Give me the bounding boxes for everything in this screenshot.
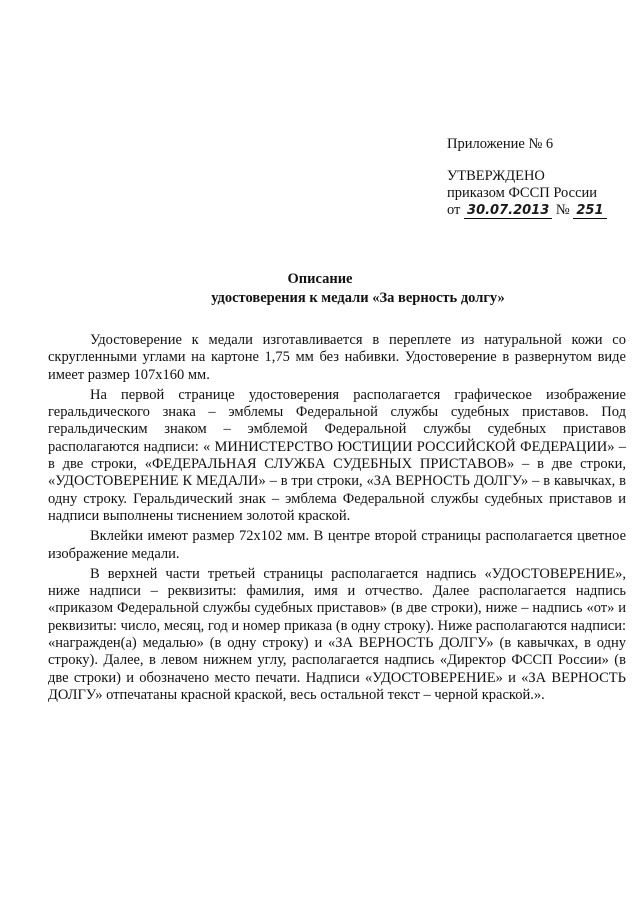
document-body bbox=[48, 332, 626, 704]
approved-label: УТВЕРЖДЕНО bbox=[447, 168, 545, 184]
order-line: приказом ФССП России bbox=[447, 185, 598, 201]
handwritten-number: 251 bbox=[573, 204, 606, 219]
paragraph: В верхней части третьей страницы располагается надпись «УДОСТОВЕРЕНИЕ», ниже надписи – реквизиты: фамилия, имя и отчество. Далее располагается надпись «приказом Федеральной службы судебных приставов» (в две строки), ниже – надпись «от» и реквизиты: число, месяц, год и номер приказа (в одну строку). Ниже располагаются надписи: «награжден(а) медалью» (в одну строку) и «ЗА ВЕРНОСТЬ ДОЛГУ» (в кавычках, в одну строку). Далее, в левом нижнем углу, располагается надпись «Директор ФССП России» (в две строки) и обозначено место печати. Надписи «УДОСТОВЕРЕНИЕ» и «ЗА ВЕРНОСТЬ ДОЛГУ» отпечатаны красной краской, весь остальной текст – черной краской.». bbox=[48, 565, 626, 703]
approval-block bbox=[447, 168, 607, 219]
appendix-label: Приложение № 6 bbox=[447, 136, 554, 152]
title-line-1: Описание bbox=[287, 271, 353, 287]
number-prefix: № bbox=[555, 202, 570, 218]
date-prefix: от bbox=[447, 202, 461, 218]
paragraph: Удостоверение к медали изготавливается в переплете из натуральной кожи со скругленными углами на картоне 1,75 мм без набивки. Удостоверение в развернутом виде имеет размер 107х160 мм. bbox=[48, 332, 626, 383]
paragraph: На первой странице удостоверения располагается графическое изображение геральдического знака – эмблемы Федеральной службы судебных приставов. Под геральдическим знаком – эмблемой Федеральной службы судебных приставов располагаются надписи: « МИНИСТЕРСТВО ЮСТИЦИИ РОССИЙСКОЙ ФЕДЕРАЦИИ» – в две строки, «ФЕДЕРАЛЬНАЯ СЛУЖБА СУДЕБНЫХ ПРИСТАВОВ» – в две строки, «УДОСТОВЕРЕНИЕ К МЕДАЛИ» – в три строки, «ЗА ВЕРНОСТЬ ДОЛГУ» – в кавычках, в одну строку. Геральдический знак – эмблема Федеральной службы судебных приставов и надписи выполнены тиснением золотой краской. bbox=[48, 386, 626, 524]
title-line-2: удостоверения к медали «За верность долгу» bbox=[211, 290, 505, 306]
paragraph: Вклейки имеют размер 72х102 мм. В центре второй страницы располагается цветное изображение медали. bbox=[48, 528, 626, 562]
order-date-line bbox=[447, 202, 607, 219]
document-title bbox=[0, 270, 640, 308]
handwritten-date: 30.07.2013 bbox=[464, 204, 552, 219]
